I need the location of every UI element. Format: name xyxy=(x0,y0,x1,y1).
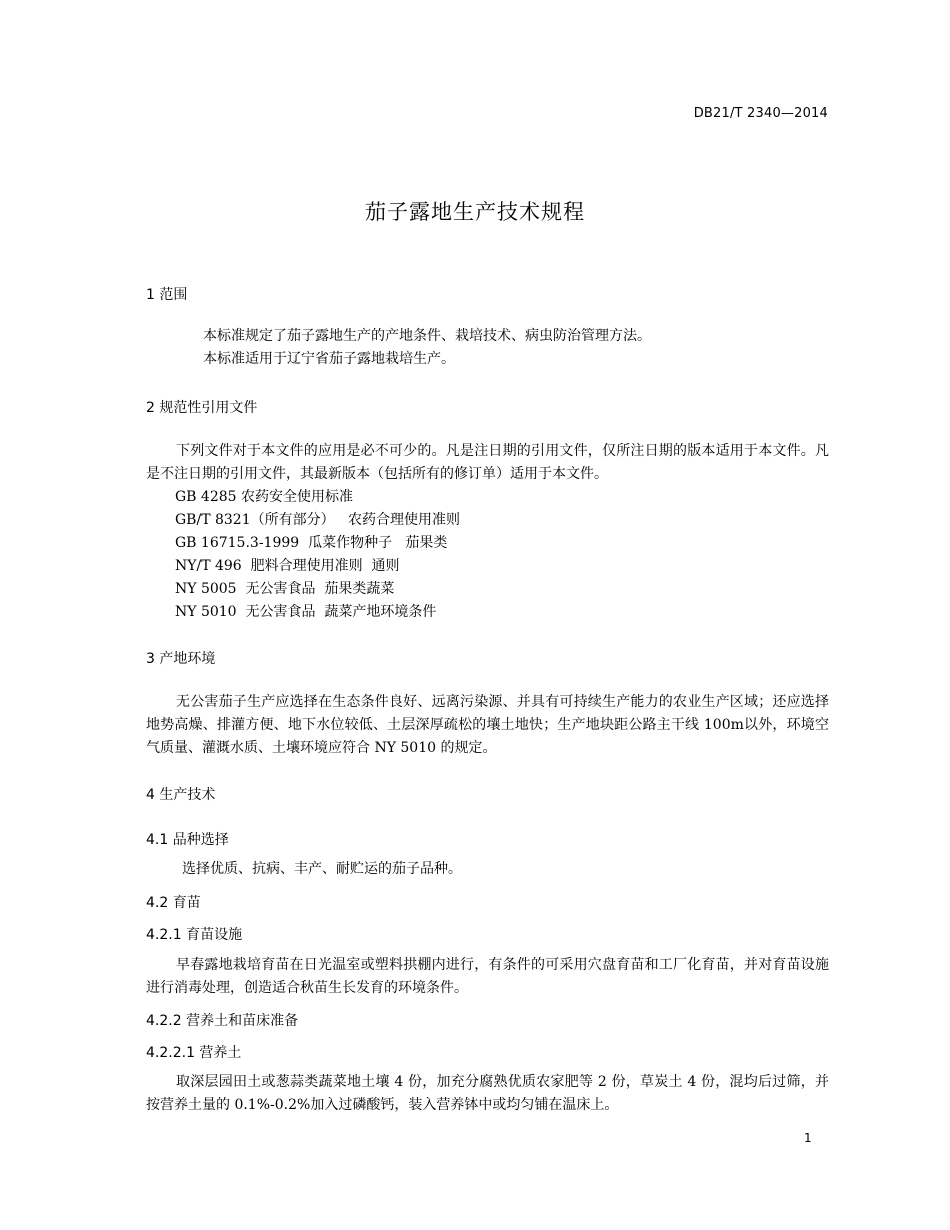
section-2-intro: 下列文件对于本文件的应用是必不可少的。凡是注日期的引用文件，仅所注日期的版本适用于本文件。凡是不注日期的引用文件，其最新版本（包括所有的修订单）适用于本文件。 xyxy=(146,443,829,482)
section-2-heading: 2 规范性引用文件 xyxy=(146,400,258,416)
section-3-heading: 3 产地环境 xyxy=(146,651,216,667)
section-4-heading: 4 生产技术 xyxy=(146,787,216,803)
document-title: 茄子露地生产技术规程 xyxy=(365,200,585,224)
reference-item: NY 5005 无公害食品 茄果类蔬菜 xyxy=(175,581,395,597)
standard-number: DB21/T 2340—2014 xyxy=(693,106,828,121)
reference-item: GB 16715.3-1999 瓜菜作物种子 茄果类 xyxy=(175,535,448,551)
reference-item: GB 4285 农药安全使用标准 xyxy=(175,489,354,505)
section-4-2-2-heading: 4.2.2 营养土和苗床准备 xyxy=(146,1013,299,1029)
section-4-2-1-heading: 4.2.1 育苗设施 xyxy=(146,927,243,943)
section-3-paragraph: 无公害茄子生产应选择在生态条件良好、远离污染源、并具有可持续生产能力的农业生产区域；还应选择地势高燥、排灌方便、地下水位较低、土层深厚疏松的壤土地快；生产地块距公路主干线 100m以外，环境空气质量、灌溉水质、土壤环境应符合 NY 5010 的规定。 xyxy=(146,694,829,756)
section-1-para-2: 本标准适用于辽宁省茄子露地栽培生产。 xyxy=(203,351,455,367)
reference-item: GB/T 8321（所有部分） 农药合理使用准则 xyxy=(175,512,460,528)
section-4-2-2-1-paragraph: 取深层园田土或葱蒜类蔬菜地土壤 4 份，加充分腐熟优质农家肥等 2 份，草炭土 4 份，混均后过筛，并按营养土量的 0.1%-0.2%加入过磷酸钙，装入营养钵中或均匀铺在温床上。 xyxy=(146,1074,829,1113)
section-1-para-1: 本标准规定了茄子露地生产的产地条件、栽培技术、病虫防治管理方法。 xyxy=(203,328,651,344)
reference-item: NY/T 496 肥料合理使用准则 通则 xyxy=(175,558,400,574)
section-1-heading: 1 范围 xyxy=(146,287,188,303)
section-4-1-heading: 4.1 品种选择 xyxy=(146,832,229,848)
reference-item: NY 5010 无公害食品 蔬菜产地环境条件 xyxy=(175,604,437,620)
section-4-2-heading: 4.2 育苗 xyxy=(146,895,201,911)
section-4-1-paragraph: 选择优质、抗病、丰产、耐贮运的茄子品种。 xyxy=(182,861,462,877)
section-4-2-1-paragraph: 早春露地栽培育苗在日光温室或塑料拱棚内进行，有条件的可采用穴盘育苗和工厂化育苗，并对育苗设施进行消毒处理，创造适合秋苗生长发育的环境条件。 xyxy=(146,957,829,996)
page-number: 1 xyxy=(804,1131,812,1145)
section-4-2-2-1-heading: 4.2.2.1 营养土 xyxy=(146,1045,242,1061)
